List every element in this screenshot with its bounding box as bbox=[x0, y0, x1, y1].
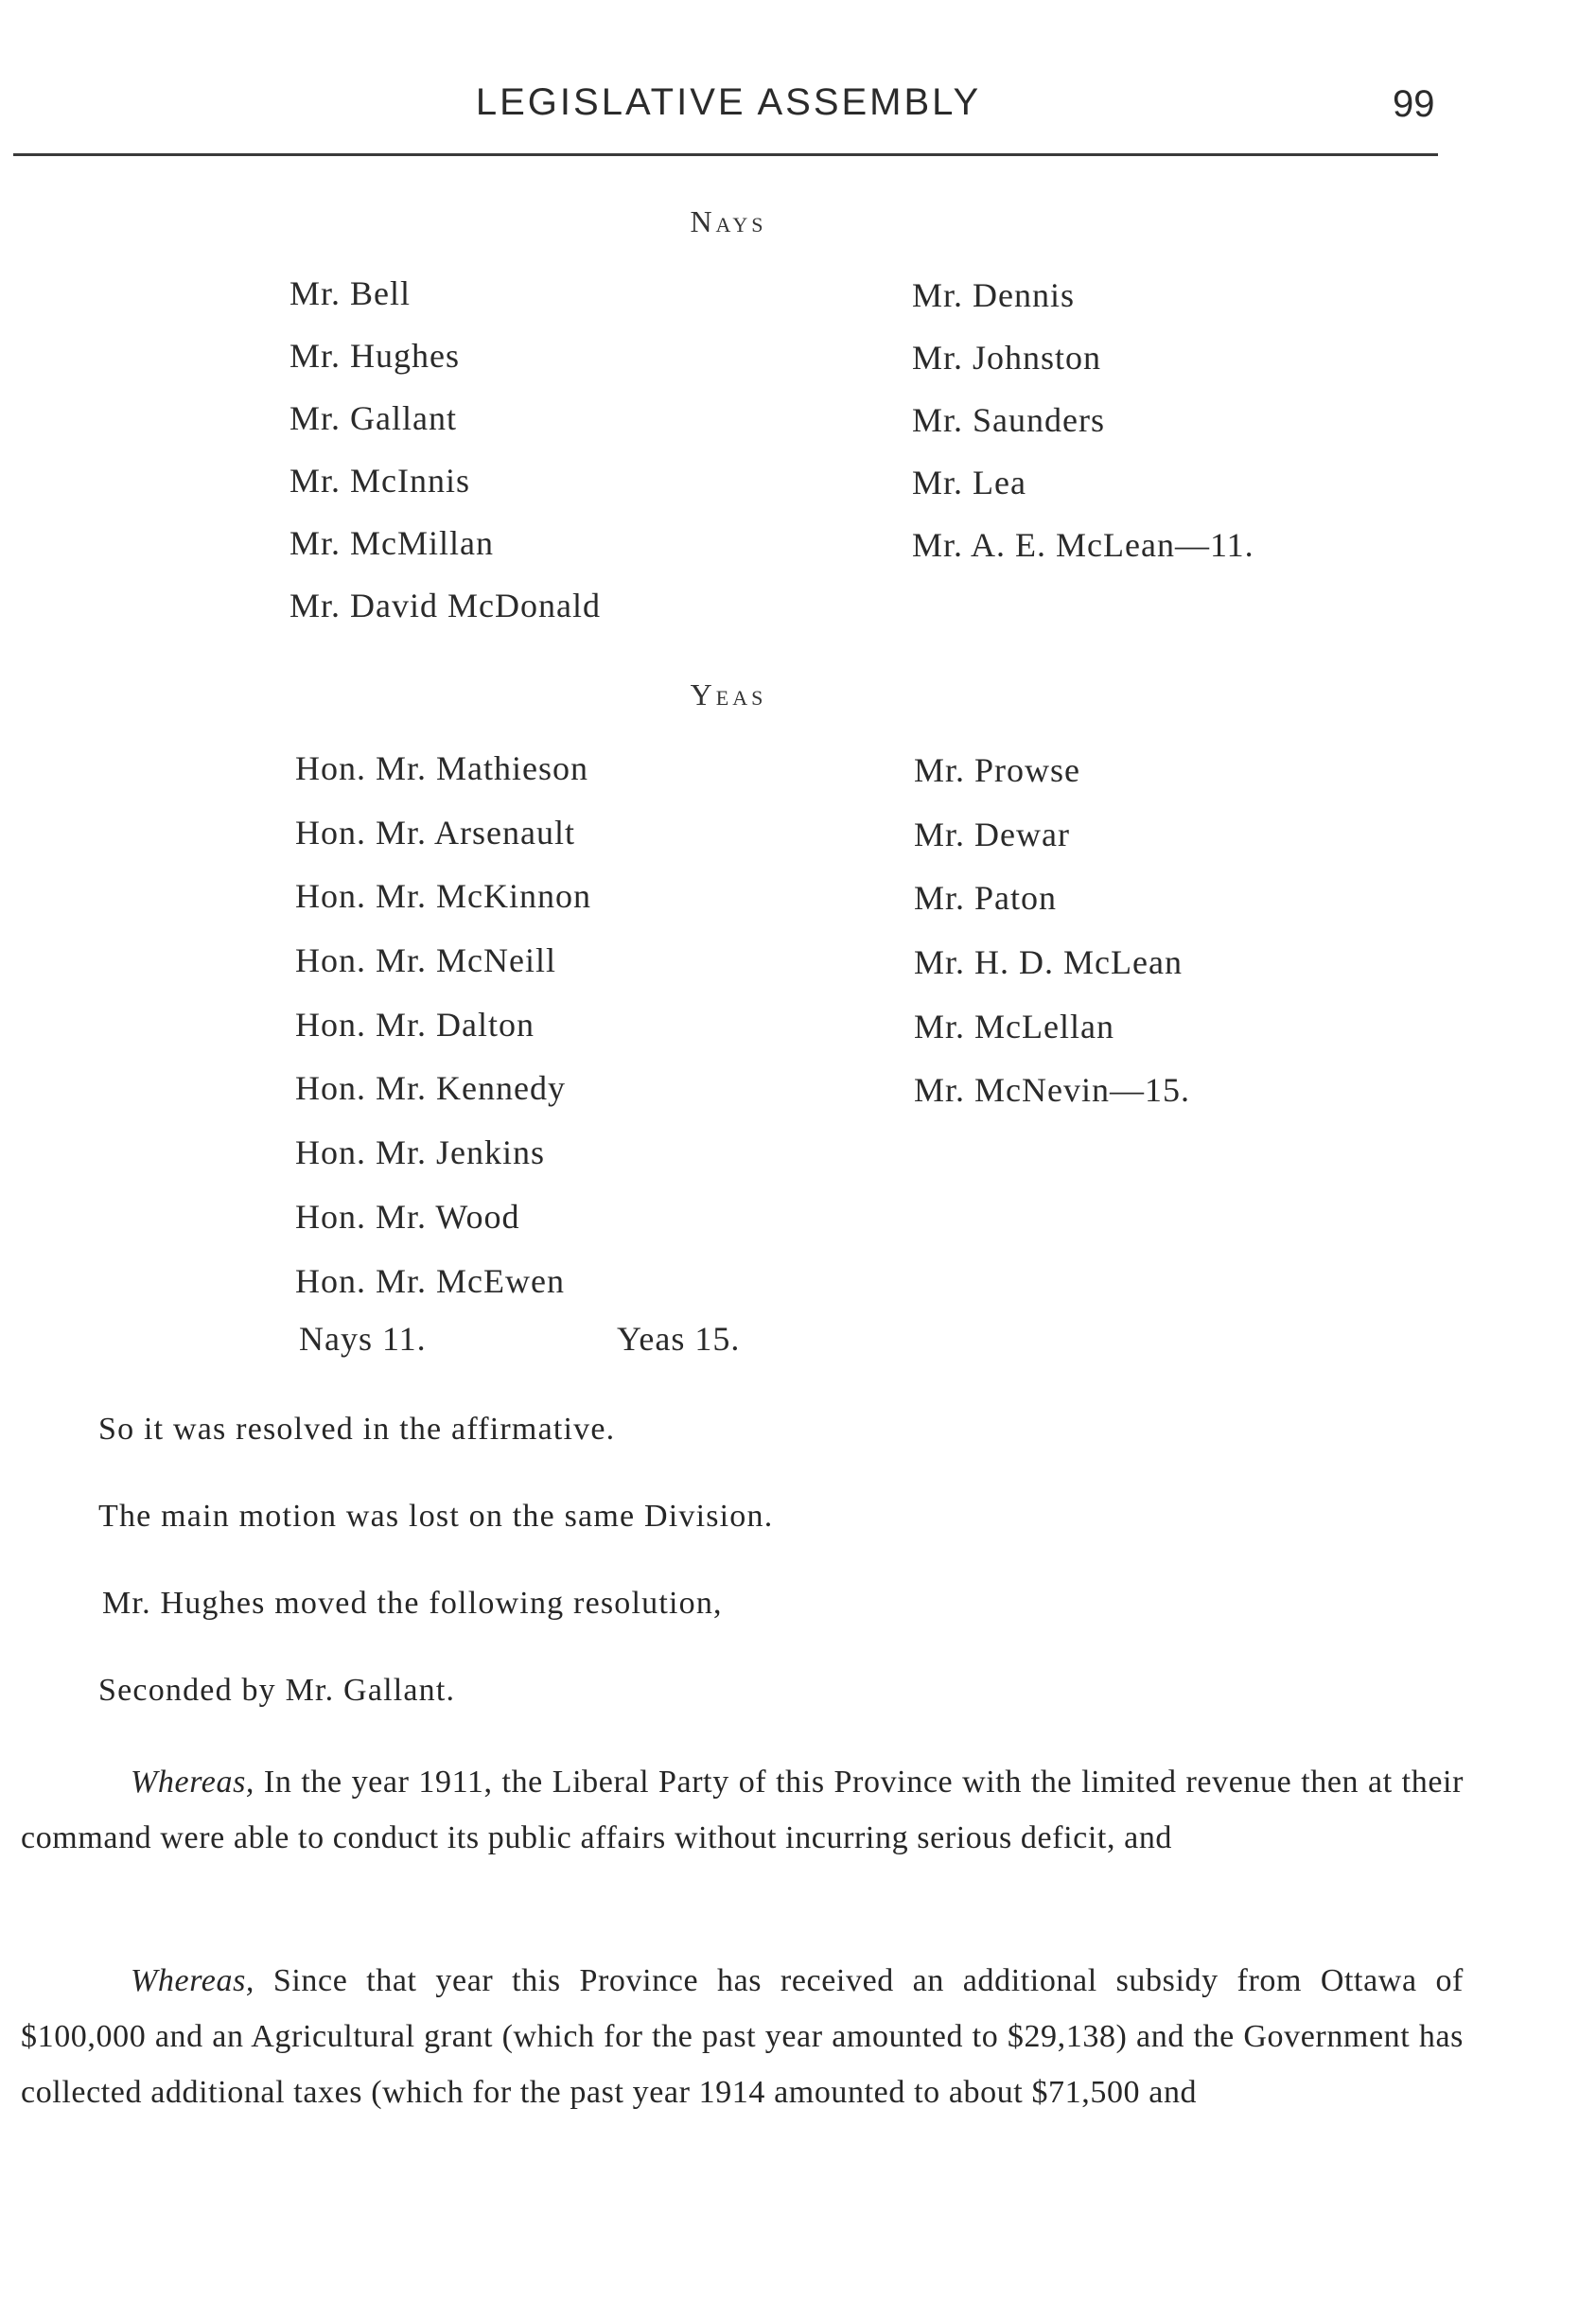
nays-name: Mr. Gallant bbox=[289, 399, 457, 437]
yeas-name: Mr. Dewar bbox=[914, 815, 1070, 853]
paragraph-seconded: Seconded by Mr. Gallant. bbox=[98, 1673, 456, 1708]
yeas-name: Mr. Paton bbox=[914, 879, 1058, 918]
header-rule bbox=[13, 153, 1438, 156]
yeas-name: Hon. Mr. Wood bbox=[295, 1197, 520, 1236]
yeas-name: Mr. McNevin—15. bbox=[914, 1071, 1190, 1110]
nays-name: Mr. Saunders bbox=[912, 401, 1105, 439]
whereas-lead-word: Whereas, bbox=[131, 1765, 255, 1800]
yeas-heading: Yeas bbox=[690, 677, 767, 711]
yeas-left-column bbox=[295, 737, 591, 1313]
nays-name: Mr. McMillan bbox=[289, 524, 494, 562]
yeas-name: Hon. Mr. Arsenault bbox=[295, 813, 575, 852]
nays-name: Mr. McInnis bbox=[289, 462, 470, 500]
paragraph-moved: Mr. Hughes moved the following resolution, bbox=[102, 1586, 723, 1621]
yeas-name: Mr. McLellan bbox=[914, 1007, 1114, 1045]
whereas-paragraph-2 bbox=[21, 1953, 1464, 2120]
yeas-name: Hon. Mr. Dalton bbox=[295, 1005, 535, 1044]
whereas-paragraph-1 bbox=[21, 1754, 1464, 1866]
nays-right-column bbox=[912, 264, 1254, 576]
running-head-title: LEGISLATIVE ASSEMBLY bbox=[475, 81, 982, 123]
yeas-name: Hon. Mr. McNeill bbox=[295, 941, 556, 980]
yeas-right-column bbox=[914, 739, 1190, 1123]
nays-name: Mr. A. E. McLean—11. bbox=[912, 526, 1254, 564]
page-number: 99 bbox=[1393, 83, 1435, 125]
paragraph-main-motion: The main motion was lost on the same Division. bbox=[98, 1499, 774, 1534]
whereas-text: Since that year this Province has received an additional subsidy from Ottawa of $100,000 and an Agricultural grant (which for the past year amounted to $29,138) and the Government has collected additional taxes (which for the past year 1914 amounted to about $71,500 and bbox=[21, 1963, 1464, 2110]
paragraph-resolved: So it was resolved in the affirmative. bbox=[98, 1412, 616, 1447]
yeas-name: Mr. H. D. McLean bbox=[914, 943, 1183, 982]
whereas-text: In the year 1911, the Liberal Party of this Province with the limited revenue then at their command were able to conduct its public affairs without incurring serious deficit, and bbox=[21, 1765, 1464, 1855]
yeas-name: Hon. Mr. Jenkins bbox=[295, 1133, 546, 1172]
nays-left-column bbox=[289, 262, 601, 637]
yeas-name: Hon. Mr. McEwen bbox=[295, 1261, 565, 1300]
tally-nays: Nays 11. bbox=[299, 1320, 427, 1358]
yeas-name: Mr. Prowse bbox=[914, 751, 1081, 789]
yeas-name: Hon. Mr. Kennedy bbox=[295, 1069, 566, 1108]
nays-name: Mr. Hughes bbox=[289, 337, 460, 375]
yeas-name: Hon. Mr. McKinnon bbox=[295, 877, 591, 916]
nays-name: Mr. Bell bbox=[289, 274, 412, 312]
nays-name: Mr. David McDonald bbox=[289, 587, 601, 624]
tally-yeas: Yeas 15. bbox=[617, 1320, 741, 1358]
nays-name: Mr. Lea bbox=[912, 464, 1026, 501]
yeas-name: Hon. Mr. Mathieson bbox=[295, 749, 588, 787]
nays-heading: Nays bbox=[690, 204, 767, 238]
whereas-lead-word: Whereas, bbox=[131, 1963, 255, 1998]
nays-name: Mr. Dennis bbox=[912, 276, 1075, 314]
nays-name: Mr. Johnston bbox=[912, 339, 1102, 377]
